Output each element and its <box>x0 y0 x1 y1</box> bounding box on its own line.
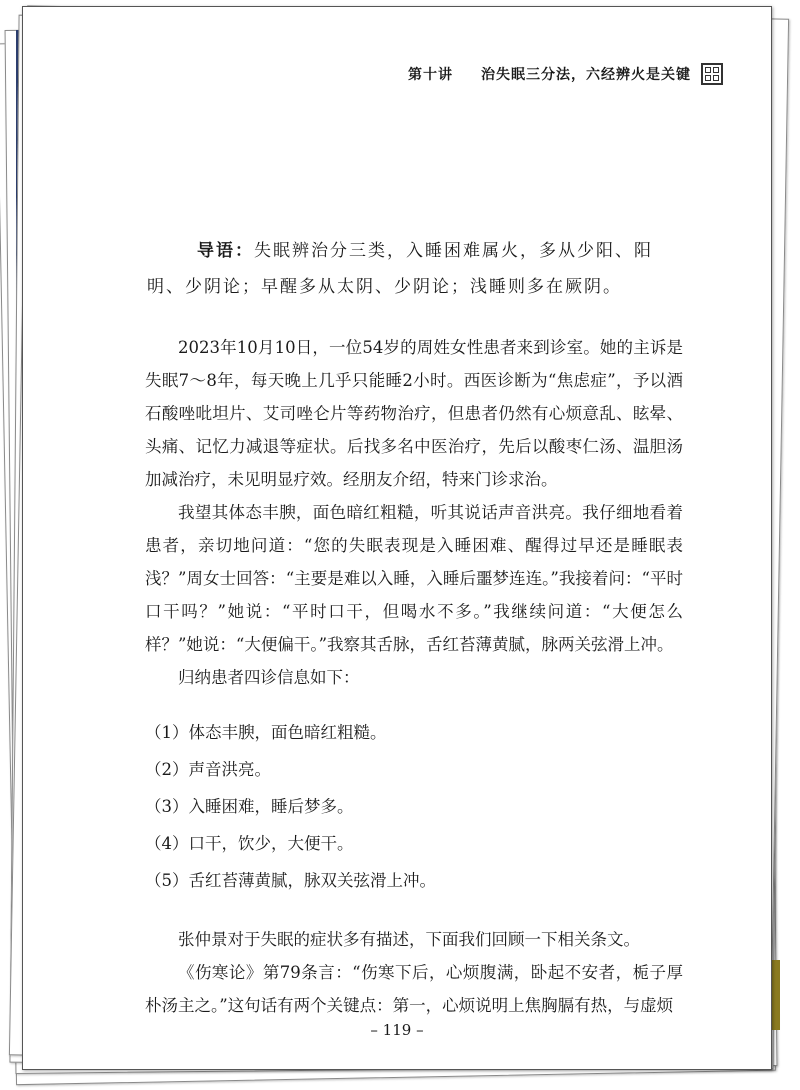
list-item: （3）入睡困难，睡后梦多。 <box>145 797 354 816</box>
list-item: （5）舌红苔薄黄腻，脉双关弦滑上冲。 <box>145 871 436 890</box>
diagnosis-list <box>145 716 683 897</box>
chapter-title: 治失眠三分法，六经辨火是关键 <box>481 67 691 83</box>
list-item: （1）体态丰腴，面色暗红粗糙。 <box>145 723 387 742</box>
page-number: – 119 – <box>370 1021 424 1039</box>
body-text <box>145 331 683 1022</box>
paragraph-consultation: 我望其体态丰腴，面色暗红粗糙，听其说话声音洪亮。我仔细地看着患者，亲切地问道：“您的失眠表现是入睡困难、醒得过早还是睡眠表浅？”周女士回答：“主要是难以入睡，入睡后噩梦连连。”我接着问：“平时口干吗？”她说：“平时口干，但喝水不多。”我继续问道：“大便怎么样？”她说：“大便偏干。”我察其舌脉，舌红苔薄黄腻，脉两关弦滑上冲。 <box>145 503 683 654</box>
paragraph-case-intro: 2023年10月10日，一位54岁的周姓女性患者来到诊室。她的主诉是失眠7～8年，每天晚上几乎只能睡2小时。西医诊断为“焦虑症”，予以酒石酸唑吡坦片、艾司唑仑片等药物治疗，但患者仍然有心烦意乱、眩晕、头痛、记忆力减退等症状。后找多名中医治疗，先后以酸枣仁汤、温胆汤加减治疗，未见明显疗效。经朋友介绍，特来门诊求治。 <box>145 338 683 489</box>
list-item: （2）声音洪亮。 <box>145 760 271 779</box>
paragraph-summary-intro: 归纳患者四诊信息如下： <box>178 668 360 687</box>
list-item: （4）口干，饮少，大便干。 <box>145 834 354 853</box>
running-header <box>408 63 723 85</box>
paragraph-review: 张仲景对于失眠的症状多有描述，下面我们回顾一下相关条文。 <box>178 930 640 949</box>
lead-text: 失眠辨治分三类，入睡困难属火，多从少阳、阳明、少阴论；早醒多从太阴、少阴论；浅睡则多在厥阴。 <box>147 241 653 297</box>
lead-paragraph <box>147 233 667 305</box>
lead-label: 导语： <box>197 241 254 261</box>
book-page <box>22 6 772 1070</box>
ornament-icon <box>701 63 723 85</box>
paragraph-shanghan-quote: 《伤寒论》第79条言：“伤寒下后，心烦腹满，卧起不安者，栀子厚朴汤主之。”这句话有两个关键点：第一，心烦说明上焦胸膈有热，与虚烦 <box>145 963 683 1015</box>
lecture-number: 第十讲 <box>408 67 453 83</box>
